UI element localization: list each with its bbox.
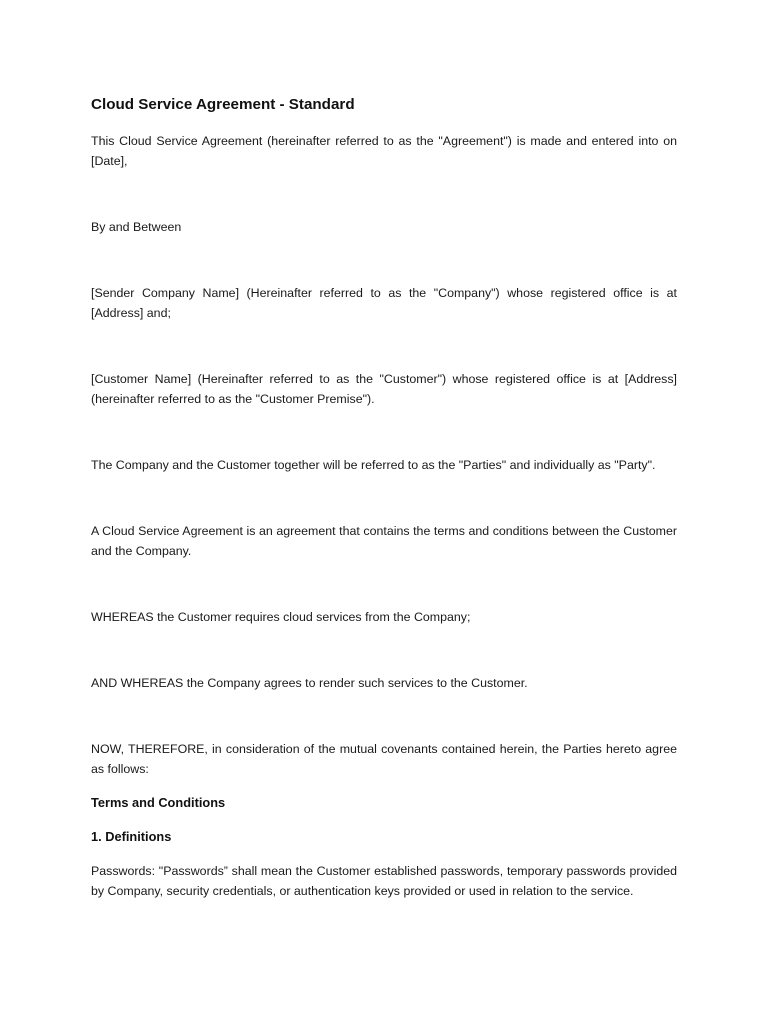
passwords-definition: Passwords: "Passwords” shall mean the Customer established passwords, temporary passwords provided by Company, security credentials, or authentication keys provided or used in relation to the service. [91,864,677,898]
agreement-definition-paragraph: A Cloud Service Agreement is an agreement that contains the terms and conditions between the Customer and the Company. [91,524,677,558]
whereas-paragraph-1: WHEREAS the Customer requires cloud services from the Company; [91,610,471,624]
parties-paragraph: The Company and the Customer together will be referred to as the "Parties" and individually as "Party". [91,458,656,472]
sender-paragraph: [Sender Company Name] (Hereinafter referred to as the "Company") whose registered office is at [Address] and; [91,286,677,320]
terms-heading: Terms and Conditions [91,795,226,810]
whereas-paragraph-2: AND WHEREAS the Company agrees to render such services to the Customer. [91,676,528,690]
document-title: Cloud Service Agreement - Standard [91,96,355,113]
intro-paragraph: This Cloud Service Agreement (hereinafter referred to as the "Agreement") is made and entered into on [Date], [91,134,677,168]
between-line: By and Between [91,220,182,234]
customer-paragraph: [Customer Name] (Hereinafter referred to as the "Customer") whose registered office is at [Address] (hereinafter referred to as the "Customer Premise"). [91,372,677,406]
document-body [91,94,677,901]
definitions-heading: 1. Definitions [91,829,172,844]
therefore-paragraph: NOW, THEREFORE, in consideration of the mutual covenants contained herein, the Parties hereto agree as follows: [91,742,677,776]
